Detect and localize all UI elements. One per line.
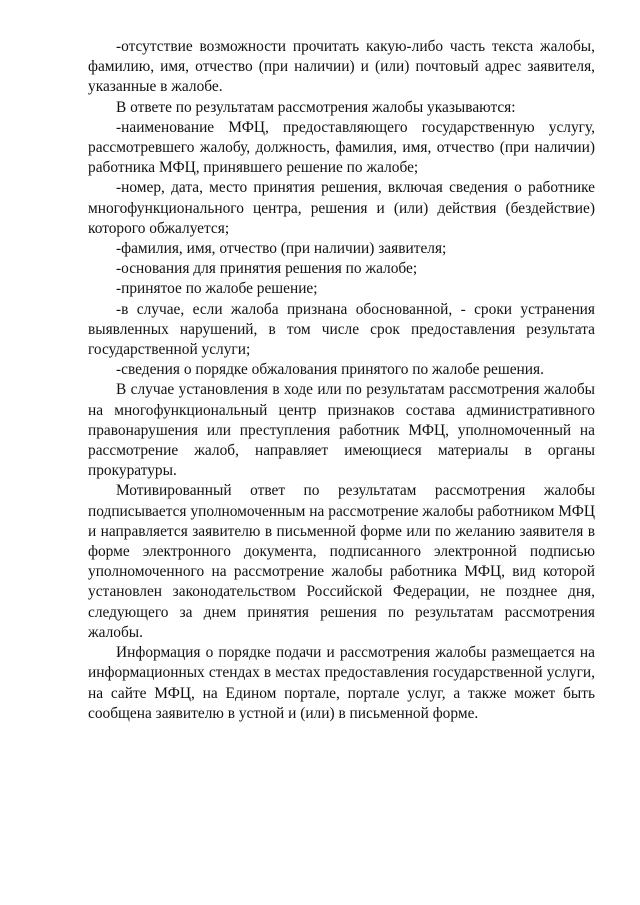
paragraph-list-item-decision-details: -номер, дата, место принятия решения, включая сведения о работнике многофункционального центра, решения и (или) действия (бездействие) которого обжалуется; <box>88 179 595 237</box>
paragraph-list-item-decision-grounds: -основания для принятия решения по жалобе; <box>116 260 418 278</box>
paragraph-motivated-response: Мотивированный ответ по результатам рассмотрения жалобы подписывается уполномоченным на рассмотрение жалобы работником МФЦ и направляется заявителю в письменной форме или по желанию заявителя в форме электронного документа, подписанного электронной подписью уполномоченного на рассмотрение жалобы работника МФЦ, вид которой установлен законодательством Российской Федерации, не позднее дня, следующего за днем принятия решения по результатам рассмотрения жалобы. <box>88 482 595 641</box>
paragraph-list-item-mfc-name: -наименование МФЦ, предоставляющего государственную услугу, рассмотревшего жалобу, должность, фамилия, имя, отчество (при наличии) работника МФЦ, принявшего решение по жалобе; <box>88 118 595 177</box>
paragraph-response-contents-intro: В ответе по результатам рассмотрения жалобы указываются: <box>116 98 516 116</box>
paragraph-information-placement: Информация о порядке подачи и рассмотрения жалобы размещается на информационных стендах в местах предоставления государственной услуги, на сайте МФЦ, на Едином портале, портале услуг, а также может быть сообщена заявителю в устной и (или) в письменной форме. <box>88 644 595 722</box>
paragraph-illegible-text-clause: -отсутствие возможности прочитать какую-либо часть текста жалобы, фамилию, имя, отчество (при наличии) и (или) почтовый адрес заявителя, указанные в жалобе. <box>88 38 595 96</box>
paragraph-prosecution-referral: В случае установления в ходе или по результатам рассмотрения жалобы на многофункциональный центр признаков состава административного правонарушения или преступления работник МФЦ, уполномоченный на рассмотрение жалоб, направляет имеющиеся материалы в органы прокуратуры. <box>88 381 595 480</box>
document-body <box>88 37 595 724</box>
paragraph-list-item-decision: -принятое по жалобе решение; <box>116 280 318 298</box>
paragraph-list-item-appeal-procedure: -сведения о порядке обжалования принятого по жалобе решения. <box>116 361 544 379</box>
paragraph-list-item-remedy-deadlines: -в случае, если жалоба признана обоснованной, - сроки устранения выявленных нарушений, в том числе срок предоставления результата государственной услуги; <box>88 300 595 359</box>
paragraph-list-item-applicant-name: -фамилия, имя, отчество (при наличии) заявителя; <box>116 240 447 258</box>
